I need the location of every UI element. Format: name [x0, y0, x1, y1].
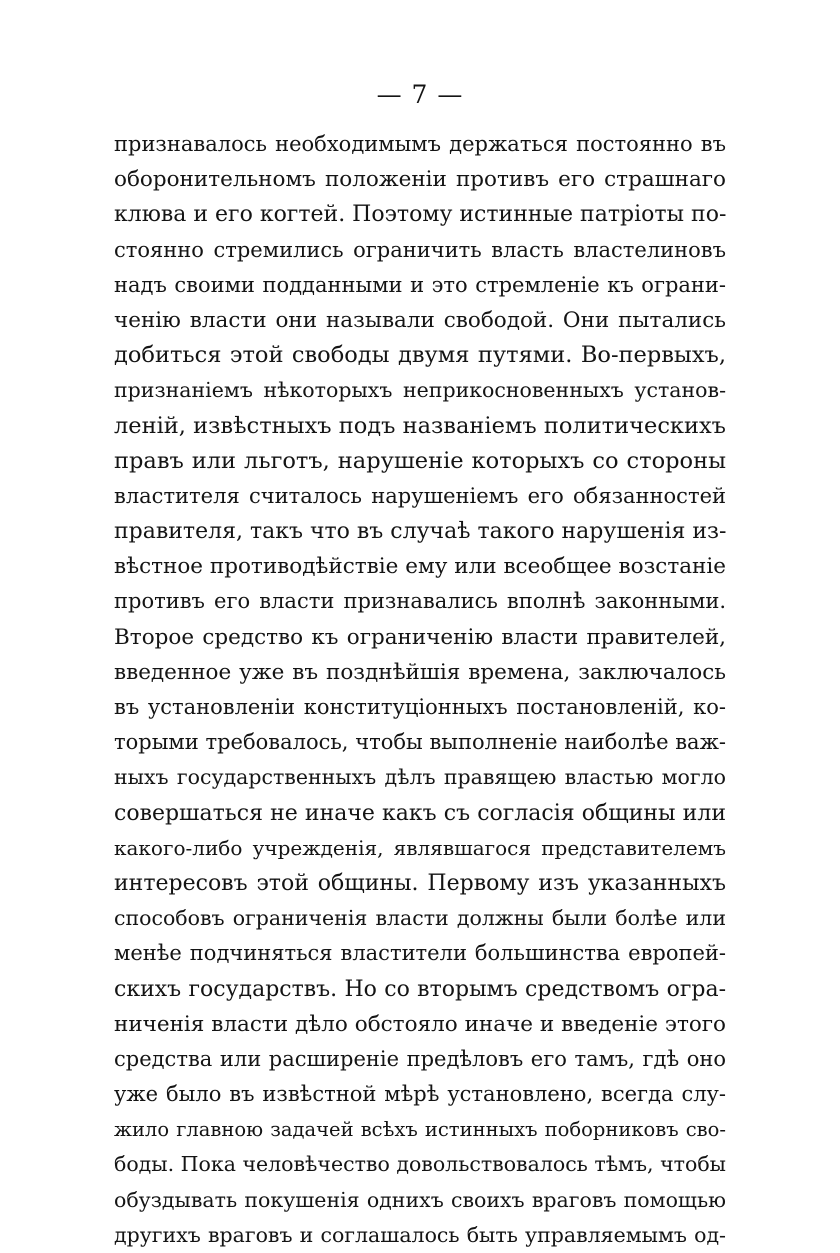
text-line: добиться этой свободы двумя путями. Во-первыхъ,: [114, 342, 726, 369]
text-line: уже было въ извѣстной мѣрѣ установлено, всегда слу-: [114, 1082, 726, 1107]
text-line: какого-либо учрежденія, являвшагося представителемъ: [114, 835, 726, 860]
text-line: леній, извѣстныхъ подъ названіемъ политическихъ: [114, 412, 726, 439]
text-line: клюва и его когтей. Поэтому истинные патріоты по-: [114, 202, 726, 228]
text-line: стоянно стремились ограничить власть властелиновъ: [114, 237, 726, 262]
text-line: другихъ враговъ и соглашалось быть управляемымъ од-: [114, 1222, 726, 1247]
text-line: правъ или льготъ, нарушеніе которыхъ со стороны: [114, 447, 726, 474]
text-line: Второе средство къ ограниченію власти правителей,: [114, 624, 726, 650]
text-line: ченію власти они называли свободой. Они пытались: [114, 307, 726, 333]
text-line: жило главною задачей всѣхъ истинныхъ поборниковъ сво-: [114, 1118, 726, 1142]
text-line: ныхъ государственныхъ дѣлъ правящею властью могло: [114, 765, 726, 790]
text-line: средства или расширеніе предѣловъ его тамъ, гдѣ оно: [114, 1046, 726, 1071]
text-line: оборонительномъ положеніи противъ его страшнаго: [114, 167, 726, 193]
page-number: — 7 —: [376, 80, 464, 109]
text-line: въ установленіи конституціонныхъ постановленій, ко-: [114, 695, 726, 719]
text-line: властителя считалось нарушеніемъ его обязанностей: [114, 483, 726, 508]
text-line: вѣстное противодѣйствіе ему или всеобщее возстаніе: [114, 554, 726, 580]
text-line: скихъ государствъ. Но со вторымъ средствомъ огра-: [114, 976, 726, 1002]
text-line: правителя, такъ что въ случаѣ такого нарушенія из-: [114, 519, 726, 545]
text-line: введенное уже въ позднѣйшія времена, заключалось: [114, 659, 726, 685]
text-line: боды. Пока человѣчество довольствовалось тѣмъ, чтобы: [114, 1152, 726, 1177]
text-line: торыми требовалось, чтобы выполненіе наиболѣе важ-: [114, 730, 726, 755]
text-line: признаніемъ нѣкоторыхъ неприкосновенныхъ установ-: [114, 378, 726, 403]
text-line: обуздывать покушенія однихъ своихъ враговъ помощью: [114, 1187, 726, 1212]
text-line: противъ его власти признавались вполнѣ законными.: [114, 589, 726, 614]
text-line: интересовъ этой общины. Первому изъ указанныхъ: [114, 870, 726, 896]
text-line: надъ своими подданными и это стремленіе къ ограни-: [114, 272, 726, 297]
text-line: совершаться не иначе какъ съ согласія общины или: [114, 800, 726, 826]
text-line: ниченія власти дѣло обстояло иначе и введеніе этого: [114, 1011, 726, 1037]
text-line: признавалось необходимымъ держаться постоянно въ: [114, 132, 726, 156]
body-text: [114, 127, 726, 1253]
text-line: менѣе подчиняться властители большинства европей-: [114, 941, 726, 966]
text-line: способовъ ограниченія власти должны были болѣе или: [114, 906, 726, 931]
